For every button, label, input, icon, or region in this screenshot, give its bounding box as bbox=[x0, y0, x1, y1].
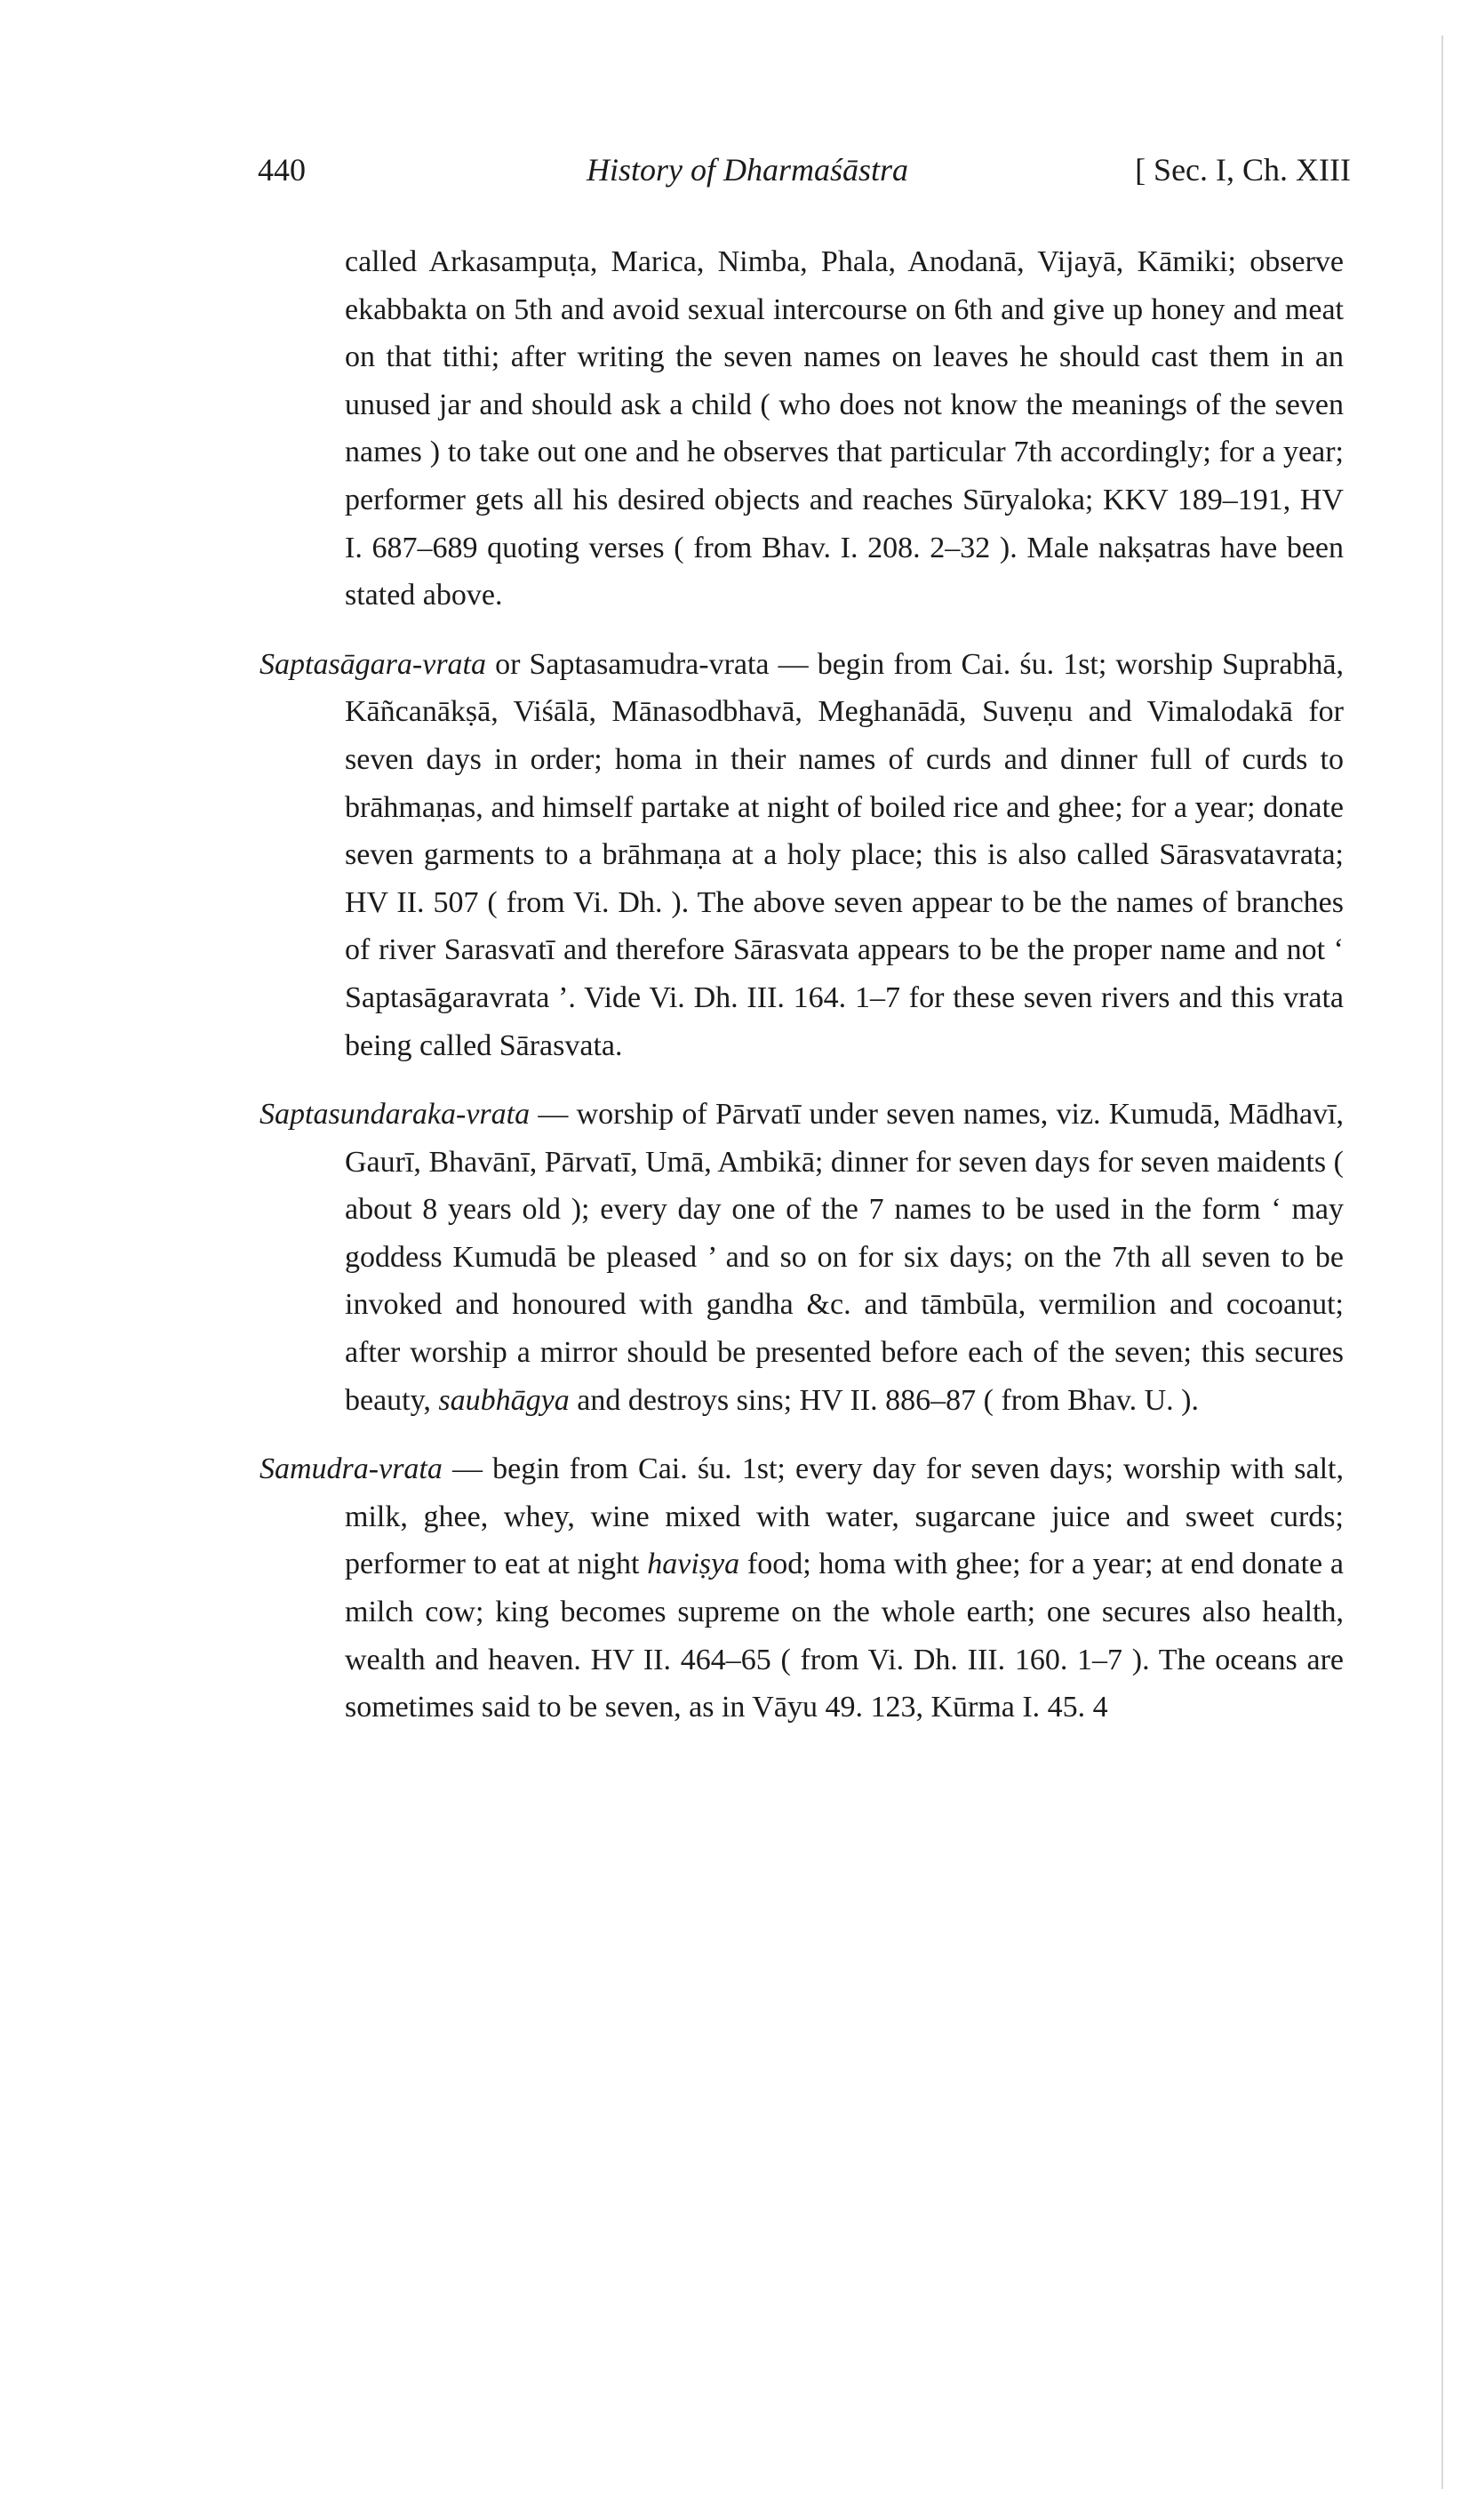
running-title: History of Dharmaśāstra bbox=[587, 152, 909, 188]
entry-text-part: — worship of Pārvatī under seven names, viz. Kumudā, Mādhavī, Gaurī, Bhavānī, Pārvatī, Umā, Ambikā; dinner for seven days for seven maidents ( about 8 years old ); every day one of the 7 names to be used in the form ‘ may goddess Kumudā be pleased ’ and so on for six days; on the 7th all seven to be invoked and honoured with gandha &c. and tāmbūla, vermilion and cocoanut; after worship a mirror should be presented before each of the seven; this secures beauty, bbox=[345, 1098, 1344, 1417]
entry-text-part: and destroys sins; HV II. 886–87 ( from Bhav. U. ). bbox=[569, 1383, 1200, 1417]
entry-text-part: — begin from Cai. śu. 1st; every day for seven days; worship with salt, milk, ghee, whey, wine mixed with water, sugarcane juice and sweet curds; performer to eat at night bbox=[345, 1452, 1344, 1581]
entry-saptasundaraka-vrata bbox=[259, 1091, 1344, 1424]
entry-text-part: food; homa with ghee; for a year; at end donate a milch cow; king becomes supreme on the whole earth; one secures also health, wealth and heaven. HV II. 464–65 ( from Vi. Dh. III. 160. 1–7 ). The oceans are sometimes said to be seven, as in Vāyu 49. 123, Kūrma I. 45. 4 bbox=[345, 1548, 1344, 1724]
entry-italic-term: saubhāgya bbox=[438, 1383, 570, 1417]
entry-heading: Saptasundaraka-vrata bbox=[259, 1098, 531, 1132]
page-number: 440 bbox=[258, 152, 306, 188]
continuation-paragraph: called Arkasampuṭa, Marica, Nimba, Phala, Anodanā, Vijayā, Kāmiki; observe ekabbakta on 5th and avoid sexual intercourse on 6th and give up honey and meat on that tithi; after writing the seven names on leaves he should cast them in an unused jar and should ask a child ( who does not know the meanings of the seven names ) to take out one and he observes that particular 7th accordingly; for a year; performer gets all his desired objects and reaches Sūryaloka; KKV 189–191, HV I. 687–689 quoting verses ( from Bhav. I. 208. 2–32 ). Male nakṣatras have been stated above. bbox=[345, 245, 1344, 612]
entry-text: or Saptasamudra-vrata — begin from Cai. śu. 1st; worship Suprabhā, Kāñcanākṣā, Viśālā, Mānasodbhavā, Meghanādā, Suveṇu and Vimalodakā for seven days in order; homa in their names of curds and dinner full of curds to brāhmaṇas, and himself partake at night of boiled rice and ghee; for a year; donate seven garments to a brāhmaṇa at a holy place; this is also called Sārasvatavrata; HV II. 507 ( from Vi. Dh. ). The above seven appear to be the names of branches of river Sarasvatī and therefore Sārasvata appears to be the proper name and not ‘ Saptasāgaravrata ’. Vide Vi. Dh. III. 164. 1–7 for these seven rivers and this vrata being called Sārasvata. bbox=[345, 647, 1344, 1062]
entry-heading: Samudra-vrata bbox=[259, 1452, 443, 1486]
entry-text bbox=[345, 1452, 1344, 1724]
entry-italic-term: haviṣya bbox=[647, 1548, 740, 1581]
scan-edge-line bbox=[1441, 36, 1443, 2489]
entry-text bbox=[345, 1098, 1344, 1417]
page-body bbox=[259, 238, 1344, 1753]
entry-heading: Saptasāgara-vrata bbox=[259, 647, 486, 681]
entry-samudra-vrata bbox=[259, 1445, 1344, 1732]
page-header bbox=[258, 151, 1351, 204]
section-reference: [ Sec. I, Ch. XIII bbox=[1135, 152, 1351, 188]
entry-saptasagara-vrata bbox=[259, 641, 1344, 1069]
